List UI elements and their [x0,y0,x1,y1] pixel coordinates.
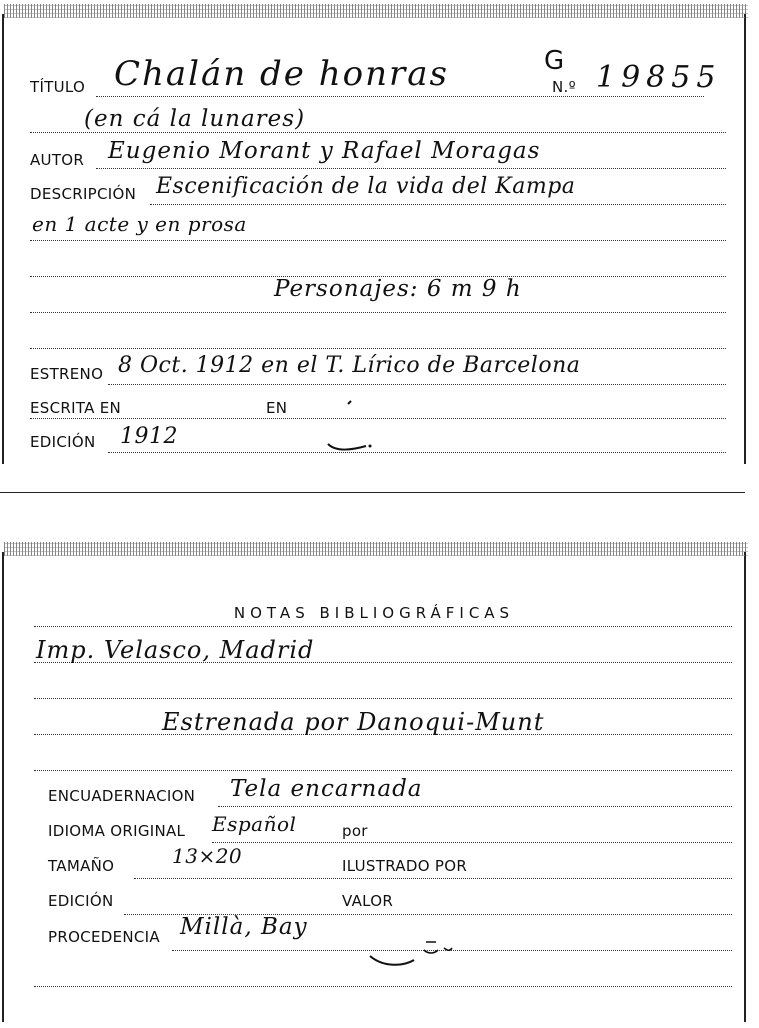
numero-value: 19855 [596,60,722,95]
estreno-label: ESTRENO [30,365,104,383]
por-label: por [342,822,368,840]
catalog-card-bottom [2,552,746,1022]
titulo-value: Chalán de honras [114,54,449,94]
tamano-value: 13×20 [172,844,243,868]
encuadernacion-label: ENCUADERNACION [48,787,196,805]
ilustrado-label: ILUSTRADO POR [342,857,468,875]
procedencia-value: Millà, Bay [180,914,308,940]
escrita-en-label: ESCRITA EN [30,399,122,417]
rule [108,452,726,453]
rule [218,806,732,807]
rule [212,842,732,843]
edicion-label: EDICIÓN [30,433,96,451]
rule [150,204,726,205]
note-estreno: Estrenada por Danoqui-Munt [162,708,545,736]
subtitle-value: (en cá la lunares) [84,106,306,132]
catalog-card-top [2,14,746,464]
descripcion-line2: en 1 acte y en prosa [32,212,247,236]
autor-label: AUTOR [30,151,85,169]
idioma-label: IDIOMA ORIGINAL [48,822,186,840]
estreno-value: 8 Oct. 1912 en el T. Lírico de Barcelona [118,353,581,378]
catalog-mark: G [544,46,565,76]
procedencia-label: PROCEDENCIA [48,928,160,946]
edicion-bottom-label: EDICIÓN [48,892,114,910]
rule [108,384,726,385]
rule [34,770,732,771]
titulo-label: TÍTULO [30,78,86,96]
ink-scribble [364,922,454,972]
idioma-value: Español [212,812,297,836]
rule [30,240,726,241]
descripcion-label: DESCRIPCIÓN [30,185,137,203]
rule [96,168,726,169]
personajes-note: Personajes: 6 m 9 h [274,276,522,302]
rule [30,312,726,313]
card-separator [0,492,745,493]
descripcion-line1: Escenificación de la vida del Kampa [156,174,576,199]
notas-heading: NOTAS BIBLIOGRÁFICAS [233,604,515,622]
ink-scribble [322,394,382,454]
card-top-edge [4,4,748,18]
en-label: EN [266,399,288,417]
rule [30,132,726,133]
note-imprenta: Imp. Velasco, Madrid [36,636,315,664]
rule [34,698,732,699]
rule [96,96,704,97]
rule [34,986,732,987]
encuadernacion-value: Tela encarnada [230,776,423,802]
edicion-value: 1912 [120,424,178,449]
rule [34,626,732,627]
autor-value: Eugenio Morant y Rafael Moragas [108,138,541,164]
valor-label: VALOR [342,892,394,910]
numero-label: N.º [552,78,576,96]
rule [30,348,726,349]
card-bottom-edge [4,542,748,556]
rule [134,878,732,879]
tamano-label: TAMAÑO [48,857,115,875]
